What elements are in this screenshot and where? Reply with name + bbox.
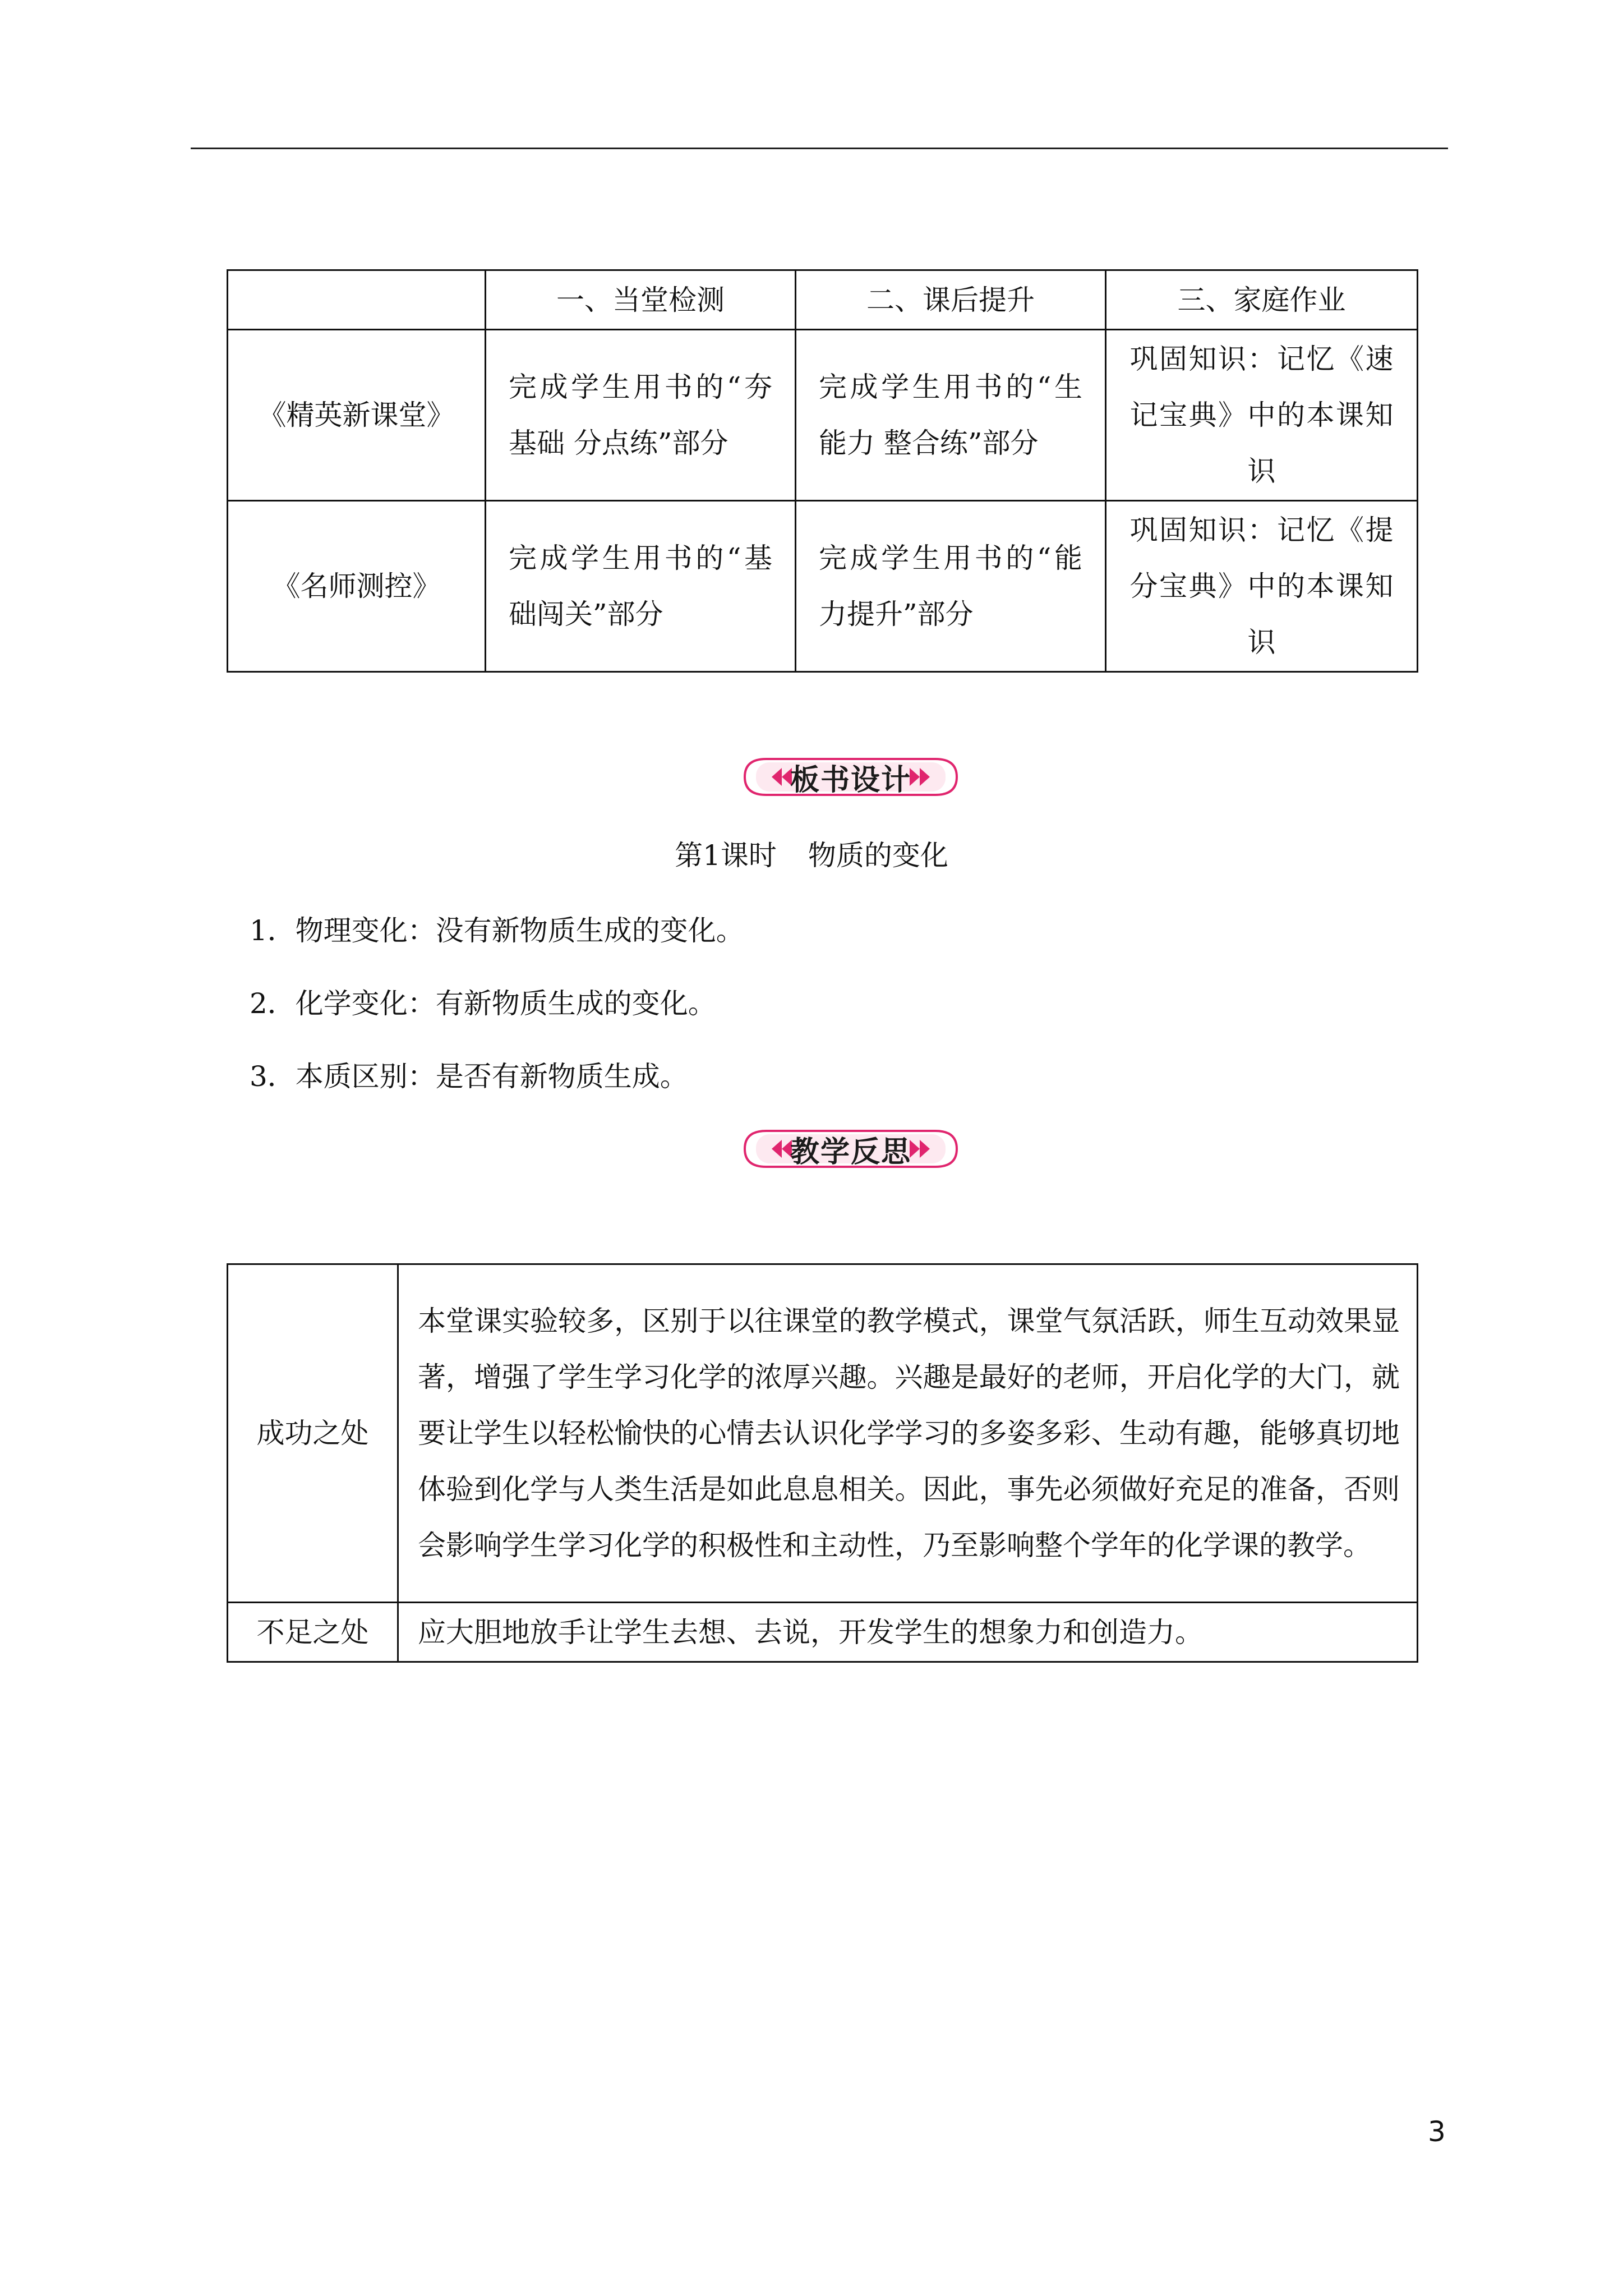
homework-cell (1106, 501, 1418, 672)
homework-text: 巩固知识：记忆《提分宝典》中的本课知识 (1129, 514, 1394, 659)
board-point: 3．本质区别：是否有新物质生成。 (250, 1060, 688, 1093)
in-class-text: 完成学生用书的“基础闯关”部分 (509, 542, 772, 631)
page-number: 3 (1428, 2115, 1446, 2148)
homework-table (227, 269, 1418, 673)
board-design-banner (737, 754, 965, 799)
table-row (228, 501, 1418, 672)
table-row (228, 1264, 1418, 1603)
homework-text: 巩固知识：记忆《速记宝典》中的本课知识 (1129, 343, 1394, 487)
after-class-text: 完成学生用书的“能力提升”部分 (819, 542, 1082, 631)
banner-title: 教学反思 (790, 1135, 911, 1169)
lesson-number: 第1课时 (675, 839, 777, 872)
reflection-table (227, 1263, 1418, 1663)
table-header-cell-after-class: 二、课后提升 (796, 270, 1106, 330)
table-header-cell-empty (228, 270, 486, 330)
banner-title: 板书设计 (790, 763, 911, 797)
success-label: 成功之处 (228, 1264, 398, 1603)
table-header-cell-in-class: 一、当堂检测 (486, 270, 796, 330)
table-row (228, 330, 1418, 501)
board-point: 2．化学变化：有新物质生成的变化。 (250, 987, 716, 1020)
in-class-cell (486, 501, 796, 672)
homework-cell (1106, 330, 1418, 501)
after-class-text: 完成学生用书的“生能力 整合练”部分 (819, 371, 1082, 459)
shortcoming-label: 不足之处 (228, 1603, 398, 1662)
header-rule (191, 148, 1448, 149)
table-row (228, 1603, 1418, 1662)
lesson-topic: 物质的变化 (808, 839, 948, 872)
after-class-cell (796, 330, 1106, 501)
in-class-text: 完成学生用书的“夯基础 分点练”部分 (509, 371, 772, 459)
teaching-reflection-banner (737, 1126, 965, 1171)
shortcoming-text: 应大胆地放手让学生去想、去说，开发学生的想象力和创造力。 (398, 1603, 1418, 1662)
after-class-cell (796, 501, 1106, 672)
in-class-cell (486, 330, 796, 501)
table-header-row (228, 270, 1418, 330)
success-text: 本堂课实验较多，区别于以往课堂的教学模式，课堂气氛活跃，师生互动效果显著，增强了学生学习化学的浓厚兴趣。兴趣是最好的老师，开启化学的大门，就要让学生以轻松愉快的心情去认识化学学习的多姿多彩、生动有趣，能够真切地体验到化学与人类生活是如此息息相关。因此，事先必须做好充足的准备，否则会影响学生学习化学的积极性和主动性，乃至影响整个学年的化学课的教学。 (398, 1264, 1418, 1603)
row-name-cell: 《精英新课堂》 (228, 330, 486, 501)
row-name-cell: 《名师测控》 (228, 501, 486, 672)
table-header-cell-homework: 三、家庭作业 (1106, 270, 1418, 330)
board-point: 1．物理变化：没有新物质生成的变化。 (250, 914, 744, 947)
lesson-title (0, 836, 1623, 875)
